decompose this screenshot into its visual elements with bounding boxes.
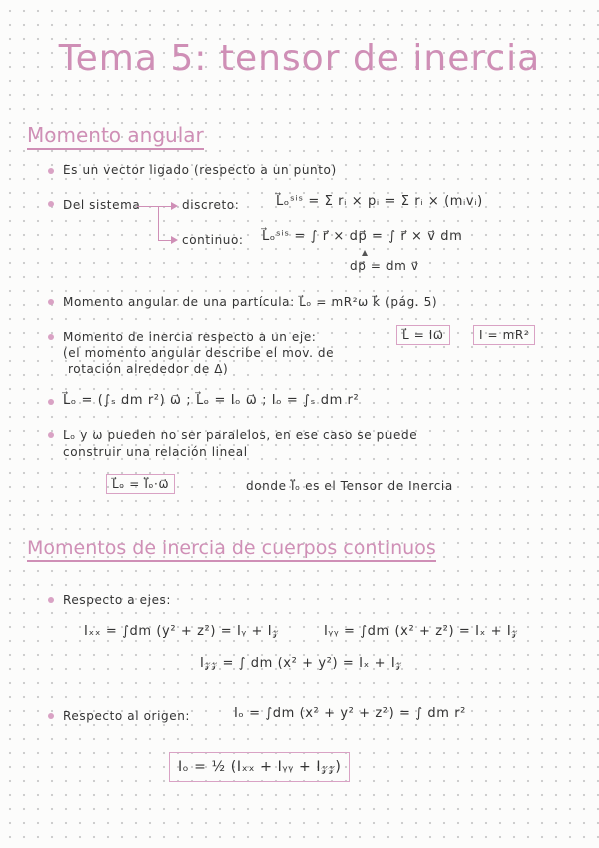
dp-equation: dp⃗ = dm v⃗: [350, 259, 419, 273]
text-line: Es un vector ligado (respecto a un punto): [63, 163, 337, 177]
formula-box: L⃗ₒ = I⃡ₒ·ω⃗: [106, 474, 175, 494]
bullet-icon: [48, 299, 54, 305]
arrow-up-icon: [362, 250, 368, 256]
section-heading-momentos-inercia: Momentos de inercia de cuerpos continuos: [27, 537, 436, 562]
branch-line: [158, 206, 172, 207]
discreto-equation: L⃗ₒˢⁱˢ = Σ rᵢ × pᵢ = Σ rᵢ × (mᵢvᵢ): [276, 194, 483, 209]
text-line: construir una relación lineal: [63, 445, 248, 459]
formula-box: L⃗ = Iω⃗: [396, 325, 450, 345]
bullet-icon: [48, 168, 54, 174]
text-line: Del sistema: [63, 198, 141, 212]
inertia-equation: Iₓₓ = ∫dm (y² + z²) = Iᵧ + I𝓏: [84, 624, 279, 639]
formula-box: I = mR²: [473, 325, 535, 345]
page-title: Tema 5: tensor de inercia: [58, 38, 541, 79]
bullet-icon: [48, 399, 54, 405]
section-heading-momento-angular: Momento angular: [27, 123, 204, 150]
text-line: Respecto a ejes:: [63, 593, 172, 607]
text-line: L⃗ₒ = (∫ₛ dm r²) ω⃗ ; L⃗ₒ = Iₒ ω⃗ ; Iₒ = ∫ₛ dm r²: [63, 393, 360, 408]
text-line: Lₒ y ω pueden no ser paralelos, en ese caso se puede: [63, 428, 418, 442]
text-line: Respecto al origen:: [63, 709, 191, 723]
bullet-icon: [48, 201, 54, 207]
continuo-label: continuo:: [182, 233, 244, 247]
inertia-equation: Iₒ = ∫dm (x² + y² + z²) = ∫ dm r²: [234, 706, 466, 721]
inertia-equation: I𝓏𝓏 = ∫ dm (x² + y²) = Iₓ + I𝓏: [200, 656, 402, 671]
bullet-icon: [48, 334, 54, 340]
text-line: (el momento angular describe el mov. de: [63, 346, 335, 360]
arrow-right-icon: [171, 236, 178, 244]
branch-line: [137, 206, 159, 207]
inertia-equation: Iᵧᵧ = ∫dm (x² + z²) = Iₓ + I𝓏: [324, 624, 518, 639]
bullet-icon: [48, 432, 54, 438]
text-line: Momento de inercia respecto a un eje:: [63, 330, 317, 344]
bullet-icon: [48, 597, 54, 603]
text-line: rotación alrededor de Δ): [68, 362, 229, 376]
text-line: Momento angular de una partícula: L⃗ₒ = mR²ω k⃗ (pág. 5): [63, 295, 438, 309]
bullet-icon: [48, 713, 54, 719]
branch-line: [158, 240, 172, 241]
formula-box-final: Iₒ = ½ (Iₓₓ + Iᵧᵧ + I𝓏𝓏): [169, 752, 350, 782]
arrow-right-icon: [171, 202, 178, 210]
discreto-label: discreto:: [182, 198, 240, 212]
text-line: donde I⃡ₒ es el Tensor de Inercia: [246, 479, 453, 493]
continuo-equation: L⃗ₒˢⁱˢ = ∫ r⃗ × dp⃗ = ∫ r⃗ × v⃗ dm: [262, 229, 463, 244]
branch-bracket: [158, 206, 159, 240]
